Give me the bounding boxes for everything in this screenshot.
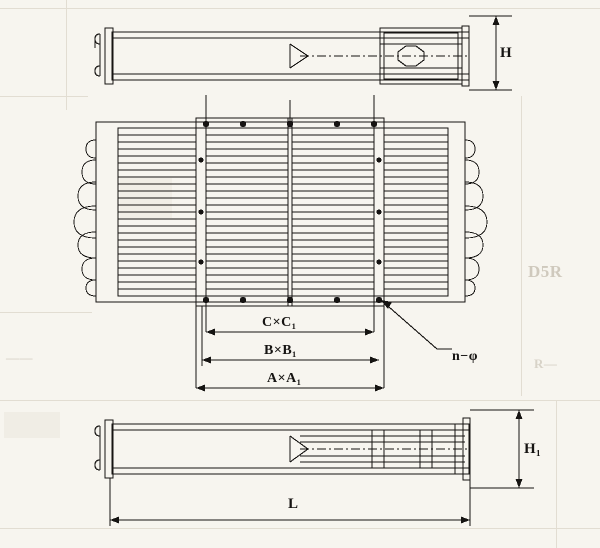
plan-view-body <box>74 118 487 306</box>
dim-label-cxc1: C×C₁ <box>262 315 297 330</box>
ghost-text-right-2: R— <box>534 356 558 371</box>
dim-label-axa1: A×A₁ <box>267 371 302 386</box>
dim-label-hole-note: n−φ <box>452 349 478 364</box>
front-view-body <box>95 418 470 480</box>
dim-label-h: H <box>500 45 513 61</box>
top-view-body <box>95 26 470 86</box>
dim-hole-note-leader <box>381 300 452 349</box>
dim-label-bxb1: B×B₁ <box>264 343 297 358</box>
ghost-text-left-1: —— <box>6 350 33 365</box>
ghost-text-right-1: D5R <box>528 262 563 281</box>
dim-label-l: L <box>288 496 299 512</box>
dim-label-h1: H₁ <box>524 441 542 457</box>
